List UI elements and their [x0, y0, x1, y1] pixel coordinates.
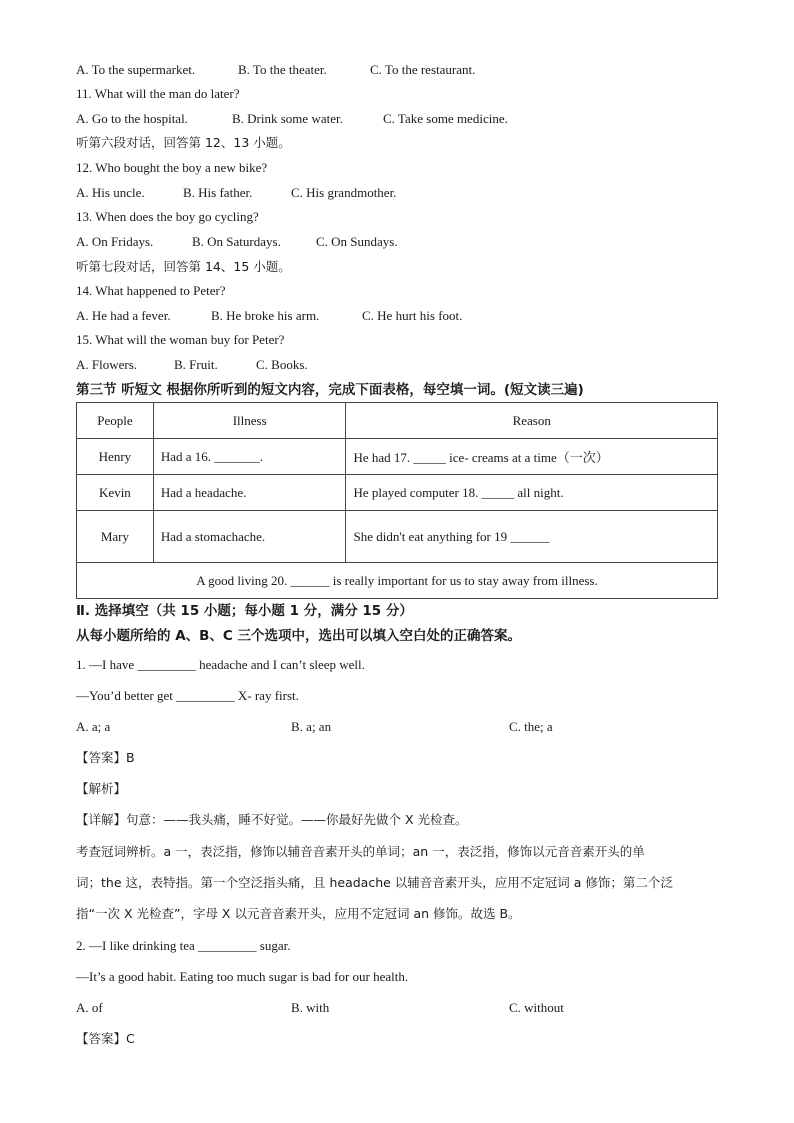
q2-answer [76, 1030, 135, 1048]
q12-option-a: A. His uncle. [76, 185, 145, 200]
section-3-title: 第三节 听短文 根据你所听到的短文内容，完成下面表格，每空填一词。(短文读三遍) [76, 382, 584, 398]
cell-person: Mary [77, 511, 154, 563]
q1-explanation-line-1: 考查冠词辨析。a 一，表泛指，修饰以辅音音素开头的单词；an 一，表泛指，修饰以元音音素开头的单 [76, 844, 645, 859]
dialog-6-instruction: 听第六段对话，回答第 12、13 小题。 [76, 135, 291, 150]
q15-option-a: A. Flowers. [76, 357, 138, 372]
illness-table [76, 402, 718, 599]
q1-line-2: —You’d better get _________ X- ray first. [76, 688, 299, 703]
q14-option-b: B. He broke his arm. [211, 308, 320, 323]
q1-explanation-line-2: 词；the 这，表特指。第一个空泛指头痛，且 headache 以辅音音素开头，应用不定冠词 a 修饰；第二个泛 [76, 875, 673, 890]
q1-analysis-label: 【解析】 [76, 781, 127, 796]
table-row [77, 475, 718, 511]
cell-reason: He had 17. _____ ice- creams at a time（一次） [346, 439, 718, 475]
question-11: 11. What will the man do later? [76, 86, 240, 101]
q1-line-1: 1. —I have _________ headache and I can’t sleep well. [76, 657, 365, 672]
table-footer: A good living 20. ______ is really important for us to stay away from illness. [77, 563, 718, 599]
q1-option-a: A. a; a [76, 719, 111, 734]
q2-option-b: B. with [291, 1000, 330, 1015]
header-reason: Reason [346, 403, 718, 439]
question-13: 13. When does the boy go cycling? [76, 209, 259, 224]
q15-option-b: B. Fruit. [174, 357, 218, 372]
answer-label: 【答案】 [76, 750, 127, 765]
detail-text: 句意：——我头痛，睡不好觉。——你最好先做个 X 光检查。 [126, 812, 468, 827]
answer-label: 【答案】 [76, 1031, 127, 1046]
question-14: 14. What happened to Peter? [76, 283, 226, 298]
q14-option-c: C. He hurt his foot. [362, 308, 463, 323]
table-footer-row [77, 563, 718, 599]
q2-line-1: 2. —I like drinking tea _________ sugar. [76, 938, 291, 953]
q13-option-b: B. On Saturdays. [192, 234, 281, 249]
q10-option-a: A. To the supermarket. [76, 62, 196, 77]
cell-person: Henry [77, 439, 154, 475]
part-2-instruction: 从每小题所给的 A、B、C 三个选项中，选出可以填入空白处的正确答案。 [76, 628, 522, 644]
q2-line-2: —It’s a good habit. Eating too much sugar is bad for our health. [76, 969, 409, 984]
q1-explanation-line-3: 指“一次 X 光检查”，字母 X 以元音音素开头，应用不定冠词 an 修饰。故选 B。 [76, 906, 521, 921]
dialog-7-instruction: 听第七段对话，回答第 14、15 小题。 [76, 259, 291, 274]
q11-option-c: C. Take some medicine. [383, 111, 508, 126]
q13-option-a: A. On Fridays. [76, 234, 154, 249]
cell-person: Kevin [77, 475, 154, 511]
q2-option-a: A. of [76, 1000, 103, 1015]
q14-option-a: A. He had a fever. [76, 308, 171, 323]
cell-illness: Had a headache. [153, 475, 346, 511]
q1-option-c: C. the; a [509, 719, 553, 734]
q10-option-c: C. To the restaurant. [370, 62, 476, 77]
header-people: People [77, 403, 154, 439]
detail-label: 【详解】 [76, 812, 127, 827]
question-15: 15. What will the woman buy for Peter? [76, 332, 285, 347]
q2-option-c: C. without [509, 1000, 564, 1015]
cell-reason: She didn't eat anything for 19 ______ [346, 511, 718, 563]
cell-reason: He played computer 18. _____ all night. [346, 475, 718, 511]
q11-option-b: B. Drink some water. [232, 111, 343, 126]
cell-illness: Had a stomachache. [153, 511, 346, 563]
cell-illness: Had a 16. _______. [153, 439, 346, 475]
q1-answer [76, 749, 135, 767]
q12-option-b: B. His father. [183, 185, 253, 200]
table-row [77, 511, 718, 563]
q1-option-b: B. a; an [291, 719, 332, 734]
q13-option-c: C. On Sundays. [316, 234, 398, 249]
header-illness: Illness [153, 403, 346, 439]
q1-detail [76, 811, 468, 829]
q11-option-a: A. Go to the hospital. [76, 111, 188, 126]
table-row [77, 439, 718, 475]
part-2-title: Ⅱ. 选择填空（共 15 小题；每小题 1 分，满分 15 分） [76, 603, 413, 619]
question-12: 12. Who bought the boy a new bike? [76, 160, 268, 175]
q10-option-b: B. To the theater. [238, 62, 327, 77]
q15-option-c: C. Books. [256, 357, 308, 372]
table-header-row [77, 403, 718, 439]
answer-value: B [126, 750, 135, 765]
answer-value: C [126, 1031, 135, 1046]
q12-option-c: C. His grandmother. [291, 185, 397, 200]
